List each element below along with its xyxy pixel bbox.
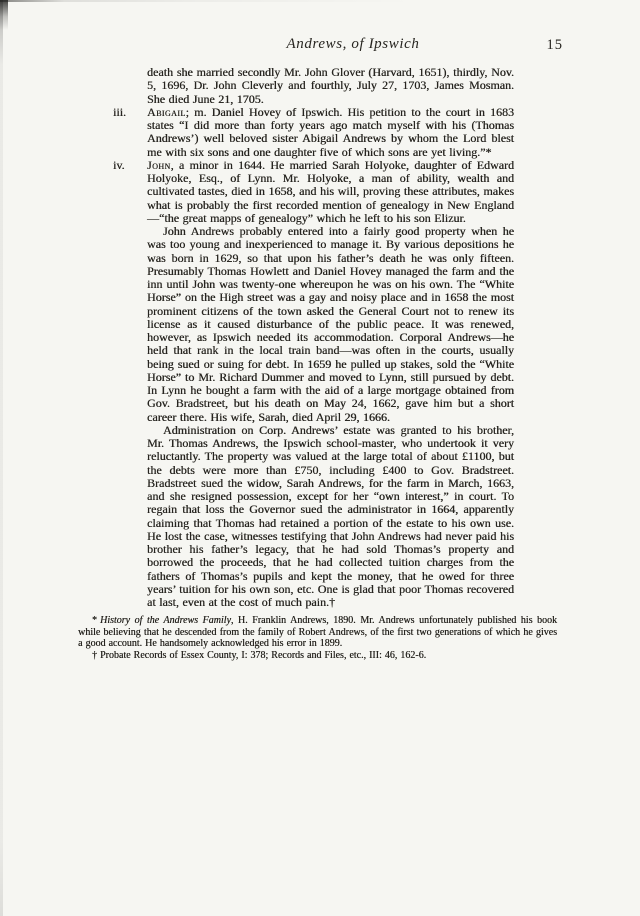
body-paragraph-administration: Administration on Corp. Andrews’ estate was granted to his brother, Mr. Thomas Andrews, the Ipswich school-master, who undertook it very reluctantly. The property was valued at the large total of about £1100, but the debts were more than £750, including £400 to Gov. Bradstreet. Bradstreet sued the widow, Sarah Andrews, for the farm in March, 1663, and she resigned possession, except for her “own interest,” in court. To regain that loss the Governor sued the administrator in 1664, apparently claiming that Thomas had retained a portion of the estate to his own use. He lost the case, witnesses testifying that John Andrews had never paid his brother his father’s legacy, that he had sold Thomas’s property and borrowed the proceeds, that he had collected tuition charges from the fathers of Thomas’s pupils and kept the money, that he owed for three years’ tuition for his own son, etc. One is glad that poor Thomas recovered at last, even at the cost of much pain.† [147, 422, 514, 609]
footnote-dagger [78, 650, 557, 662]
entry-text-iv [147, 159, 514, 225]
scan-corner-smudge [0, 0, 8, 30]
body-paragraph-john-andrews: John Andrews probably entered into a fairly good property when he was too young and inexperienced to manage it. By various depositions he was born in 1629, so that upon his father’s death he was only fifteen. Presumably Thomas Howlett and Daniel Hovey managed the farm and the inn until John was twenty-one whereupon he was on his own. The “White Horse” on the High street was a gay and noisy place and in 1658 the most prominent citizens of the town asked the General Court not to renew its license as it caused disturbance of the public peace. It was renewed, however, as Ipswich needed its accommodation. Corporal Andrews—he held that rank in the local train band—was often in the courts, usually being sued or suing for debt. In 1659 he pulled up stakes, sold the “White Horse” to Mr. Richard Dummer and moved to Lynn, still pursued by debt. In Lynn he bought a farm with the aid of a large mortgage obtained from Gov. Bradstreet, but his death on May 24, 1662, gave him but a short career there. His wife, Sarah, died April 29, 1666. [147, 224, 514, 424]
continuation-paragraph: death she married secondly Mr. John Glover (Harvard, 1651), thirdly, Nov. 5, 1696, Dr. John Cleverly and fourthly, July 27, 1703, James Mosman. She died June 21, 1705. [147, 65, 514, 106]
person-name-john: John [147, 157, 171, 172]
footnote-text-dagger: Probate Records of Essex County, I: 378; Records and Files, etc., III: 46, 162-6. [100, 650, 427, 662]
page-body [78, 65, 557, 662]
genealogy-entry-iii [113, 104, 514, 159]
footnote-asterisk [78, 615, 557, 650]
person-name-abigail: Abigail [147, 104, 186, 119]
running-head [0, 36, 640, 54]
entry-body-text-iii: ; m. Daniel Hovey of Ipswich. His petition to the court in 1683 states “I did more than forty years ago match myself with his (Thomas Andrews’) well beloved sister Abigail Andrews by whom the Lord blest me with six sons and one daughter five of which sons are yet living.”* [147, 104, 514, 159]
page-number: 15 [546, 37, 563, 53]
footnote-marker-dagger: † [92, 650, 97, 662]
entry-text-iii [147, 106, 514, 159]
footnote-text-asterisk: , H. Franklin Andrews, 1890. Mr. Andrews unfortunately published his book while believing that he descended from the family of Robert Andrews, of the first two generations of which he gives a good account. He handsomely acknowledged his error in 1899. [78, 615, 557, 650]
scan-edge-top [0, 0, 640, 2]
entry-numeral-iii: iii. [113, 104, 127, 119]
entry-body-text-iv: , a minor in 1644. He married Sarah Holyoke, daughter of Edward Holyoke, Esq., of Lynn. Mr. Holyoke, a man of ability, wealth and cultivated tastes, died in 1658, and his will, proving these attributes, makes what is probably the first recorded mention of genealogy in New England—“the great mapps of genealogy” which he left to his son Elizur. [147, 157, 514, 225]
genealogy-entry-iv [113, 157, 514, 225]
footnote-marker-asterisk: * [92, 615, 97, 627]
scan-edge-left [0, 0, 3, 916]
footnotes-block [78, 615, 557, 661]
entry-numeral-iv: iv. [113, 157, 125, 172]
page-title: Andrews, of Ipswich [286, 36, 420, 52]
footnote-work-title: History of the Andrews Family [100, 615, 231, 627]
